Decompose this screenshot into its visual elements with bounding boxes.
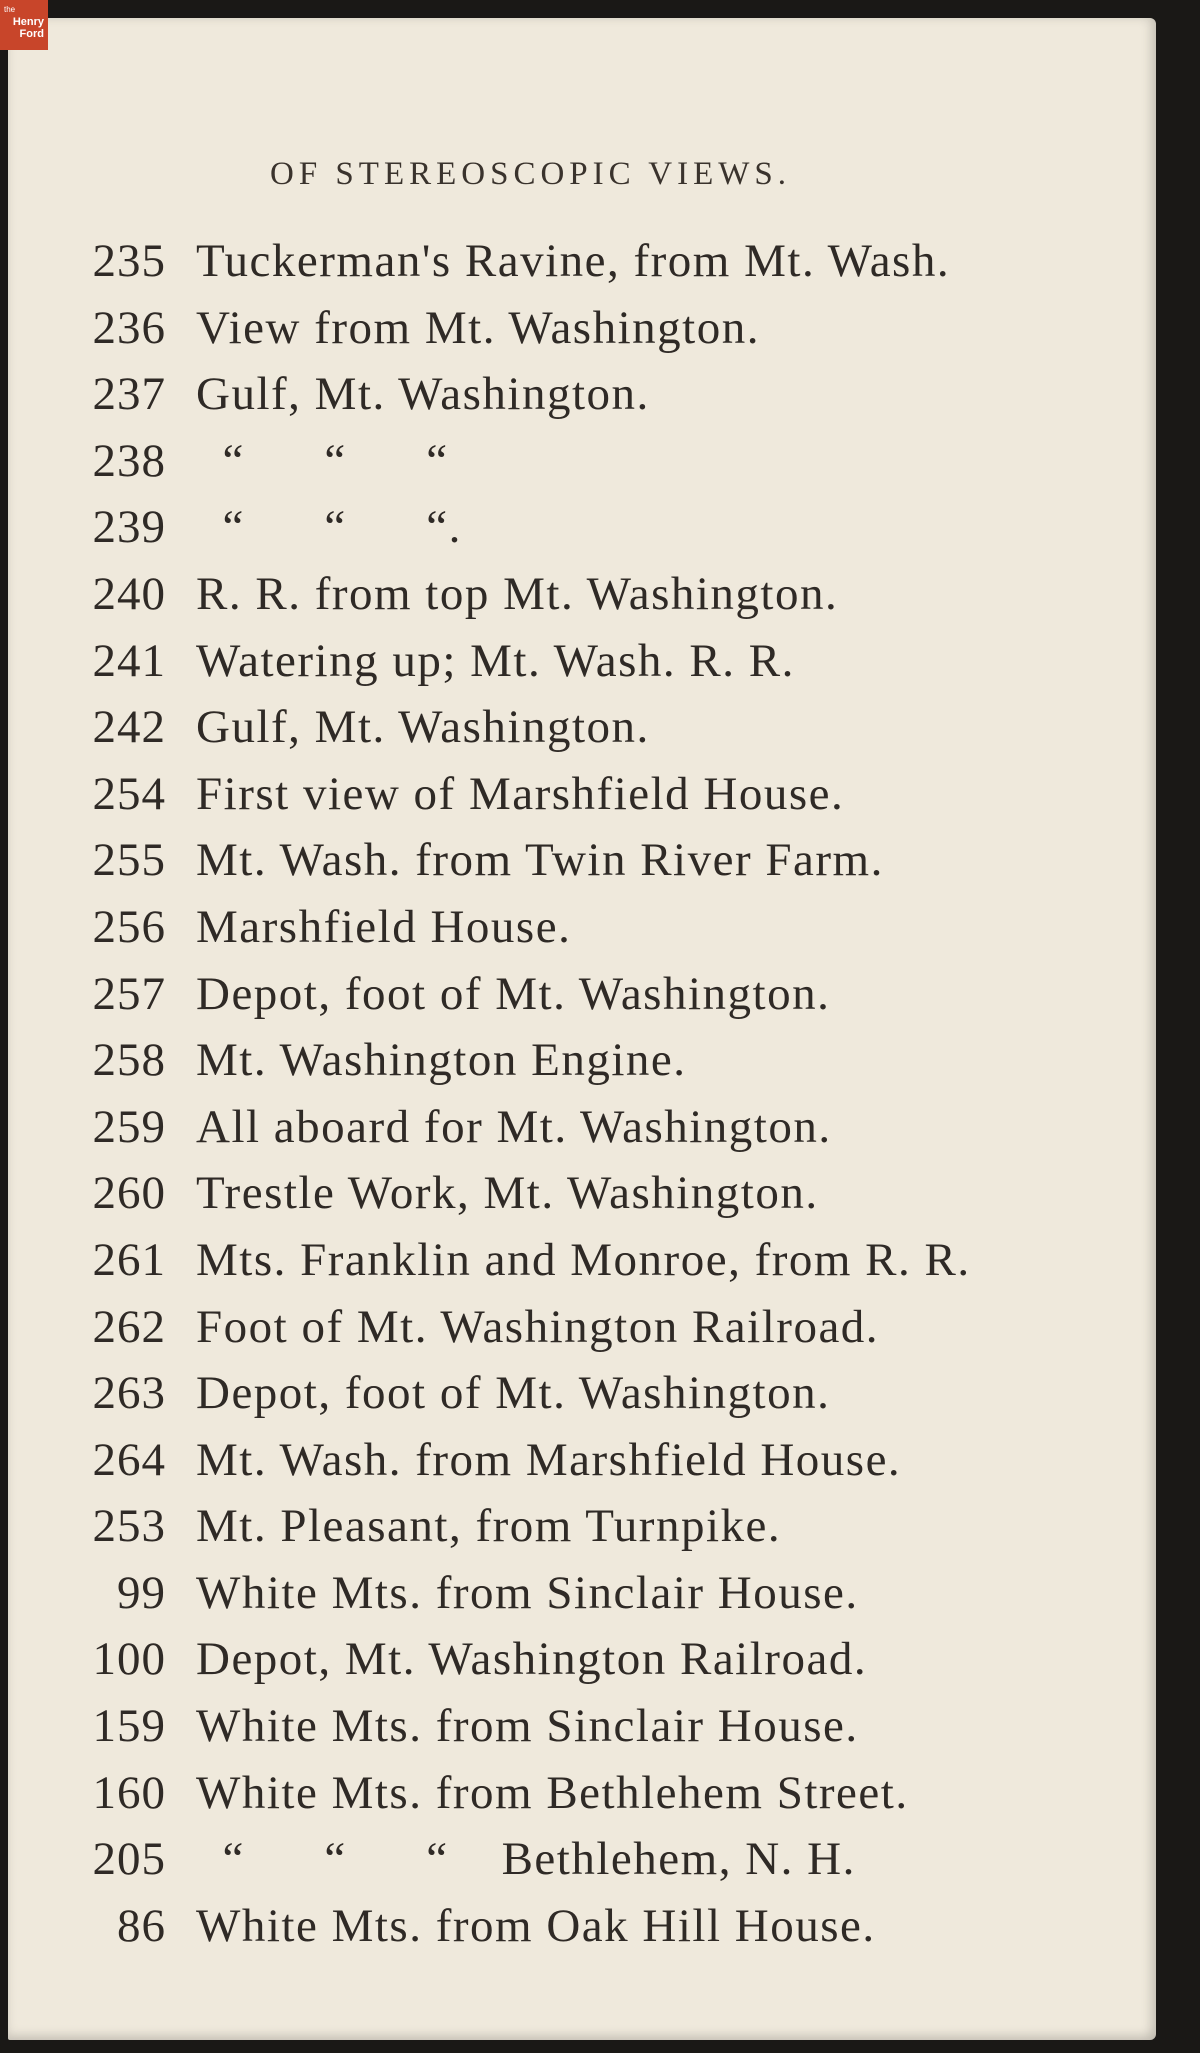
list-item — [48, 833, 1128, 900]
view-title: View from Mt. Washington. — [196, 301, 760, 354]
list-item — [48, 1433, 1128, 1500]
list-item — [48, 767, 1128, 834]
view-title: Trestle Work, Mt. Washington. — [196, 1167, 819, 1220]
view-title: R. R. from top Mt. Washington. — [196, 567, 839, 620]
view-number: 160 — [92, 1766, 166, 1819]
list-item — [48, 500, 1128, 567]
view-number: 239 — [92, 501, 166, 554]
view-title: Mt. Pleasant, from Turnpike. — [196, 1500, 782, 1553]
view-title: Mts. Franklin and Monroe, from R. R. — [196, 1233, 971, 1286]
list-item — [48, 900, 1128, 967]
view-number: 240 — [92, 567, 166, 620]
list-item — [48, 967, 1128, 1034]
view-title: Foot of Mt. Washington Railroad. — [196, 1300, 880, 1353]
view-number: 235 — [92, 235, 166, 287]
henry-ford-logo[interactable] — [0, 0, 48, 50]
view-title: Tuckerman's Ravine, from Mt. Wash. — [196, 235, 951, 287]
view-number: 260 — [92, 1167, 166, 1220]
view-title: Watering up; Mt. Wash. R. R. — [196, 634, 795, 687]
list-item — [48, 1033, 1128, 1100]
view-title: White Mts. from Sinclair House. — [196, 1700, 859, 1753]
view-number: 236 — [92, 301, 166, 354]
list-item — [48, 1699, 1128, 1766]
view-title: All aboard for Mt. Washington. — [196, 1100, 832, 1153]
view-number: 253 — [92, 1500, 166, 1553]
list-item — [48, 434, 1128, 501]
list-item — [48, 700, 1128, 767]
view-number: 255 — [92, 834, 166, 887]
view-title: Gulf, Mt. Washington. — [196, 368, 650, 421]
list-item — [48, 1766, 1128, 1833]
view-title: “ “ “. — [196, 501, 462, 554]
view-title: White Mts. from Sinclair House. — [196, 1566, 859, 1619]
view-title: White Mts. from Oak Hill House. — [196, 1899, 876, 1952]
view-title: “ “ “ — [196, 434, 449, 487]
book-page — [8, 18, 1156, 2040]
list-item — [48, 1632, 1128, 1699]
logo-henry: Henry — [12, 16, 44, 28]
list-item — [48, 1899, 1128, 1966]
view-number: 100 — [92, 1633, 166, 1686]
list-item — [48, 234, 1128, 301]
view-title: Depot, foot of Mt. Washington. — [196, 1367, 831, 1420]
logo-the: the — [4, 5, 16, 14]
view-number: 205 — [92, 1833, 166, 1886]
views-list — [48, 234, 1128, 1965]
list-item — [48, 1832, 1128, 1899]
list-item — [48, 1499, 1128, 1566]
list-item — [48, 567, 1128, 634]
view-number: 262 — [92, 1300, 166, 1353]
logo-ford: Ford — [19, 28, 44, 40]
view-number: 242 — [92, 701, 166, 754]
view-number: 259 — [92, 1100, 166, 1153]
list-item — [48, 1100, 1128, 1167]
view-title: Depot, Mt. Washington Railroad. — [196, 1633, 868, 1686]
list-item — [48, 1233, 1128, 1300]
list-item — [48, 367, 1128, 434]
view-title: Marshfield House. — [196, 900, 572, 953]
list-item — [48, 1166, 1128, 1233]
view-number: 86 — [117, 1899, 166, 1952]
view-number: 257 — [92, 967, 166, 1020]
view-number: 261 — [92, 1233, 166, 1286]
view-number: 237 — [92, 368, 166, 421]
view-title: White Mts. from Bethlehem Street. — [196, 1766, 909, 1819]
view-number: 238 — [92, 434, 166, 487]
view-number: 258 — [92, 1034, 166, 1087]
page-header: OF STEREOSCOPIC VIEWS. — [270, 156, 792, 192]
list-item — [48, 1566, 1128, 1633]
view-number: 241 — [92, 634, 166, 687]
view-number: 99 — [117, 1566, 166, 1619]
view-title: Mt. Washington Engine. — [196, 1034, 687, 1087]
view-title: “ “ “ Bethlehem, N. H. — [196, 1833, 856, 1886]
view-title: Mt. Wash. from Twin River Farm. — [196, 834, 884, 887]
list-item — [48, 1300, 1128, 1367]
view-number: 263 — [92, 1367, 166, 1420]
view-title: Depot, foot of Mt. Washington. — [196, 967, 831, 1020]
view-title: Mt. Wash. from Marshfield House. — [196, 1433, 902, 1486]
view-title: First view of Marshfield House. — [196, 767, 845, 820]
list-item — [48, 634, 1128, 701]
list-item — [48, 301, 1128, 368]
view-title: Gulf, Mt. Washington. — [196, 701, 650, 754]
view-number: 256 — [92, 900, 166, 953]
view-number: 159 — [92, 1700, 166, 1753]
view-number: 264 — [92, 1433, 166, 1486]
view-number: 254 — [92, 767, 166, 820]
list-item — [48, 1366, 1128, 1433]
